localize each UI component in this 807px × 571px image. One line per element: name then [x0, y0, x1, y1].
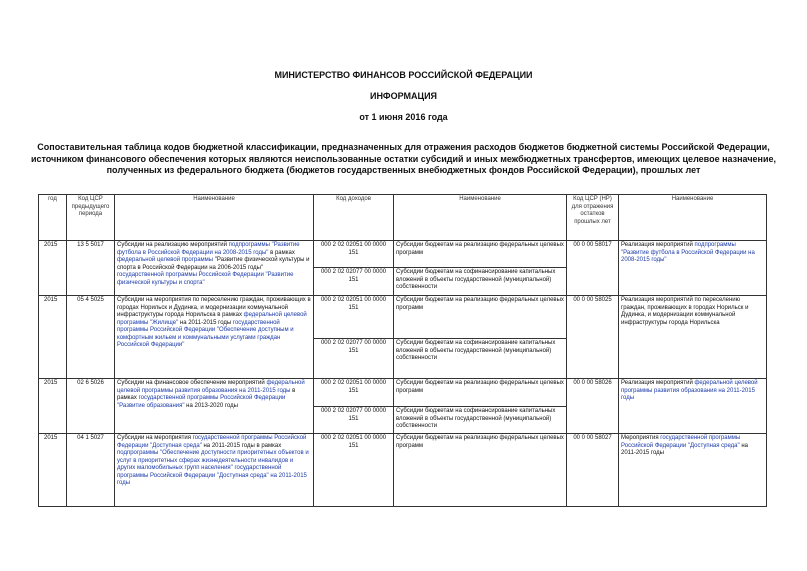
program-link[interactable]: государственной программы Российской Федерации "Доступная среда"	[621, 435, 741, 449]
cell-name2: Субсидии бюджетам на софинансирование капитальных вложений в объекты государственной (муниципальной) собственности	[394, 339, 567, 379]
text: на 2011-2015 годы в рамках	[201, 442, 282, 449]
comparison-table	[38, 194, 767, 507]
program-link[interactable]: государственной программы Российской Федерации "Развитие физической культуры и спорта"	[117, 272, 294, 286]
cell-name1	[115, 434, 314, 507]
document-type: ИНФОРМАЦИЯ	[369, 91, 438, 101]
table-row	[39, 379, 767, 407]
text: на 2011-2015 годы	[621, 442, 748, 456]
program-link[interactable]: подпрограммы "Развитие футбола в Российской Федерации на 2008-2015 годы"	[117, 242, 300, 256]
cell-csr-prev: 02 6 5026	[67, 379, 115, 434]
cell-name3	[619, 241, 767, 296]
table-row	[39, 434, 767, 507]
cell-income-code: 000 2 02 02077 00 0000 151	[314, 339, 394, 379]
cell-income-code: 000 2 02 02077 00 0000 151	[314, 268, 394, 296]
cell-name3	[619, 379, 767, 434]
cell-name3	[619, 434, 767, 507]
text: Реализация мероприятий	[621, 380, 695, 386]
text: на 2013-2020 годы	[184, 402, 238, 409]
text: на 2011-2015 годы	[178, 319, 233, 326]
cell-year: 2015	[39, 296, 67, 379]
cell-name1	[115, 241, 314, 296]
cell-csr-new: 00 0 00 58027	[567, 434, 619, 507]
text: Субсидии на мероприятия по переселению граждан, проживающих в городах Норильск и Дудинка, и модернизации коммунальной инфраструктуры города Норильска в рамках	[117, 297, 311, 318]
cell-name2: Субсидии бюджетам на софинансирование капитальных вложений в объекты государственной (муниципальной) собственности	[394, 407, 567, 434]
text: Субсидии на реализацию мероприятий	[117, 242, 229, 248]
text: в рамках	[117, 387, 296, 401]
col-year: год	[39, 195, 67, 241]
cell-csr-new: 00 0 00 58026	[567, 379, 619, 434]
cell-name1	[115, 379, 314, 434]
document-date: от 1 июня 2016 года	[359, 112, 448, 122]
cell-csr-prev: 05 4 5025	[67, 296, 115, 379]
text: Субсидии на мероприятия	[117, 435, 193, 441]
ministry-heading: МИНИСТЕРСТВО ФИНАНСОВ РОССИЙСКОЙ ФЕДЕРАЦИИ	[274, 70, 533, 80]
col-csr-new: Код ЦСР (НР) для отражения остатков прошлых лет	[567, 195, 619, 241]
document-title: Сопоставительная таблица кодов бюджетной классификации, предназначенных для отражения расходов бюджетов бюджетной системы Российской Федерации, источником финансового обеспечения которых являются неиспользованные остатки субсидий и иных межбюджетных трансфертов, имеющих целевое назначение, полученных из федерального бюджета (бюджетов государственных внебюджетных фондов Российской Федерации), прошлых лет	[30, 142, 777, 175]
col-name1: Наименование	[115, 195, 314, 241]
cell-income-code: 000 2 02 02051 00 0000 151	[314, 241, 394, 268]
cell-csr-new: 00 0 00 58025	[567, 296, 619, 379]
cell-name1	[115, 296, 314, 379]
cell-year: 2015	[39, 379, 67, 434]
program-link[interactable]: федеральной целевой программы "Жилище"	[117, 312, 307, 326]
cell-income-code: 000 2 02 02051 00 0000 151	[314, 296, 394, 339]
cell-name2: Субсидии бюджетам на реализацию федеральных целевых программ	[394, 434, 567, 507]
text: Мероприятия	[621, 435, 661, 441]
cell-income-code: 000 2 02 02077 00 0000 151	[314, 407, 394, 434]
program-link[interactable]: государственной программы Российской Федерации "Обеспечение доступным и комфортным жильем и коммунальными услугами граждан Российской Федерации"	[117, 319, 294, 348]
program-link[interactable]: федеральной целевой программы	[117, 257, 214, 263]
program-link[interactable]: федеральной целевой программы развития образования на 2011-2015 годы	[621, 380, 758, 401]
program-link[interactable]: подпрограммы "Развитие футбола в Российской Федерации на 2008-2015 годы"	[621, 242, 755, 263]
col-income-code: Код доходов	[314, 195, 394, 241]
cell-name2: Субсидии бюджетам на реализацию федеральных целевых программ	[394, 379, 567, 407]
cell-csr-new: 00 0 00 58017	[567, 241, 619, 296]
cell-name2: Субсидии бюджетам на софинансирование капитальных вложений в объекты государственной (муниципальной) собственности	[394, 268, 567, 296]
cell-name2: Субсидии бюджетам на реализацию федеральных целевых программ	[394, 296, 567, 339]
cell-income-code: 000 2 02 02051 00 0000 151	[314, 379, 394, 407]
text: Реализация мероприятий	[621, 242, 695, 248]
program-link[interactable]: подпрограммы "Обеспечение доступности приоритетных объектов и услуг в приоритетных сферах жизнедеятельности инвалидов и других маломобильных групп населения" государственной программы Российской Федерации "Доступная среда" на 2011-2015 годы	[117, 450, 309, 486]
table-header-row	[39, 195, 767, 241]
col-name2: Наименование	[394, 195, 567, 241]
program-link[interactable]: государственной программы Российской Федерации "Развитие образования"	[117, 395, 286, 409]
text: в рамках	[268, 249, 295, 256]
cell-csr-prev: 13 5 5017	[67, 241, 115, 296]
text: "Развитие физической культуры и спорта в Российской Федерации на 2006-2015 годы"	[117, 257, 310, 271]
program-link[interactable]: федеральной целевой программы развития образования на 2011-2015 годы	[117, 380, 305, 394]
text: Субсидии на финансовое обеспечение мероприятий	[117, 380, 267, 386]
cell-name3: Реализация мероприятий по переселению граждан, проживающих в городах Норильск и Дудинка, и модернизации коммунальной инфраструктуры города Норильска	[619, 296, 767, 379]
table-row	[39, 241, 767, 268]
cell-year: 2015	[39, 434, 67, 507]
cell-csr-prev: 04 1 5027	[67, 434, 115, 507]
col-csr-prev: Код ЦСР предыдущего периода	[67, 195, 115, 241]
cell-income-code: 000 2 02 02051 00 0000 151	[314, 434, 394, 507]
col-name3: Наименование	[619, 195, 767, 241]
cell-name2: Субсидии бюджетам на реализацию федеральных целевых программ	[394, 241, 567, 268]
table-row	[39, 296, 767, 339]
program-link[interactable]: государственной программы Российской Федерации "Доступная среда"	[117, 435, 307, 449]
cell-year: 2015	[39, 241, 67, 296]
